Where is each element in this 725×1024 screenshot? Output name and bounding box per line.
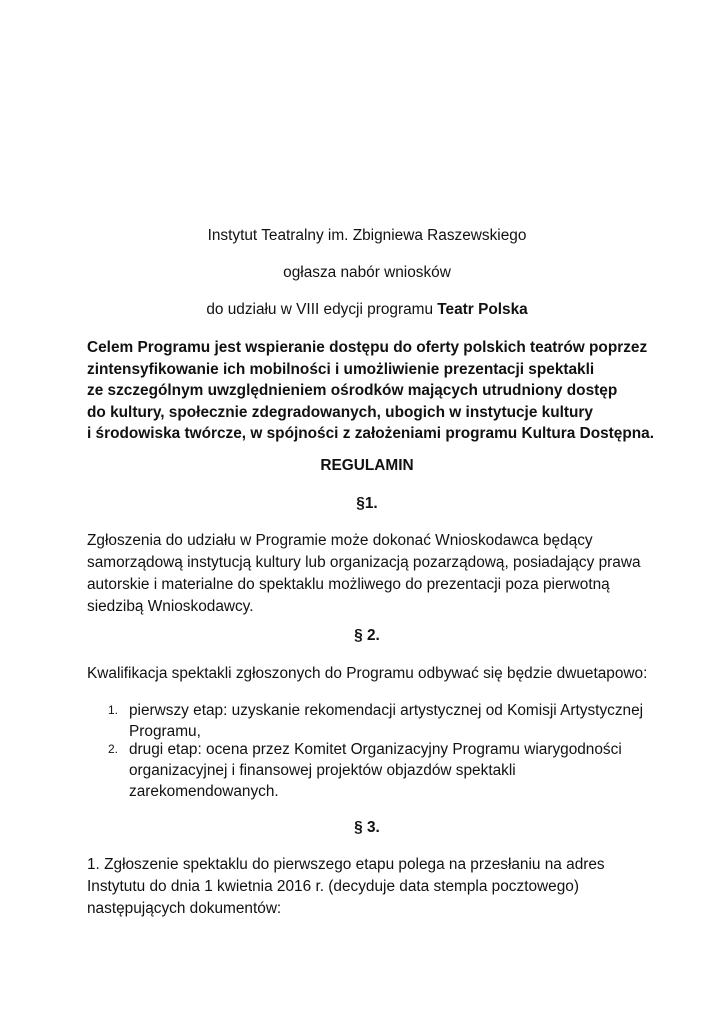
list-item [87, 700, 647, 742]
section-3-heading-text: § 3. [354, 819, 380, 836]
edition-prefix: do udziału w VIII edycji programu [206, 301, 438, 318]
regulations-title [87, 455, 647, 477]
section-2-intro [87, 663, 647, 685]
list-item-line: organizacyjnej i finansowej projektów objazdów spektakli [129, 762, 516, 779]
institute-name-text: Instytut Teatralny im. Zbigniewa Raszewskiego [207, 227, 527, 244]
institute-name [87, 225, 647, 247]
goal-line: Celem Programu jest wspieranie dostępu do oferty polskich teatrów poprzez [87, 339, 648, 356]
regulations-title-text: REGULAMIN [320, 457, 414, 474]
goal-line: zintensyfikowanie ich mobilności i umożliwienie prezentacji spektakli [87, 360, 595, 378]
program-goal [87, 337, 654, 445]
section-1-line: autorskie i materialne do spektaklu możliwego do prezentacji poza pierwotną [87, 576, 610, 593]
section-1-heading-text: §1. [356, 495, 378, 512]
goal-line: ze szczególnym uwzględnieniem ośrodków mających utrudniony dostęp [87, 382, 618, 399]
section-3-line: Instytutu do dnia 1 kwietnia 2016 r. (decyduje data stempla pocztowego) [87, 878, 579, 895]
section-3-line: 1. Zgłoszenie spektaklu do pierwszego etapu polega na przesłaniu na adres [87, 856, 605, 873]
announcement [87, 262, 647, 284]
section-1-heading [87, 493, 647, 515]
edition-line [87, 299, 647, 321]
list-item-line: pierwszy etap: uzyskanie rekomendacji artystycznej od Komisji Artystycznej [129, 702, 644, 719]
goal-line: i środowiska twórcze, w spójności z założeniami programu Kultura Dostępna. [87, 425, 654, 442]
list-item-line: zarekomendowanych. [129, 783, 279, 800]
section-3-heading [87, 817, 647, 839]
section-1-line: Zgłoszenia do udziału w Programie może dokonać Wnioskodawca będący [87, 532, 593, 549]
section-2-intro-text: Kwalifikacja spektakli zgłoszonych do Programu odbywać się będzie dwuetapowo: [87, 665, 648, 682]
section-1-body [87, 530, 647, 618]
list-item-number: 1. [108, 703, 119, 717]
goal-line: do kultury, społecznie zdegradowanych, ubogich w instytucje kultury [87, 403, 593, 421]
section-3-body [87, 854, 647, 920]
section-2-heading-text: § 2. [354, 627, 380, 644]
section-1-line: samorządową instytucją kultury lub organizacją pozarządową, posiadający prawa [87, 554, 641, 571]
list-item-line: Programu, [129, 723, 201, 740]
section-3-line: następujących dokumentów: [87, 900, 282, 917]
list-item-number: 2. [108, 742, 119, 756]
program-name: Teatr Polska [437, 301, 528, 318]
qualification-stages-list [87, 700, 647, 802]
list-item [87, 739, 647, 802]
list-item-line: drugi etap: ocena przez Komitet Organizacyjny Programu wiarygodności [129, 741, 622, 758]
announcement-text: ogłasza nabór wniosków [283, 264, 451, 281]
section-1-line: siedzibą Wnioskodawcy. [87, 598, 254, 615]
section-2-heading [87, 625, 647, 647]
